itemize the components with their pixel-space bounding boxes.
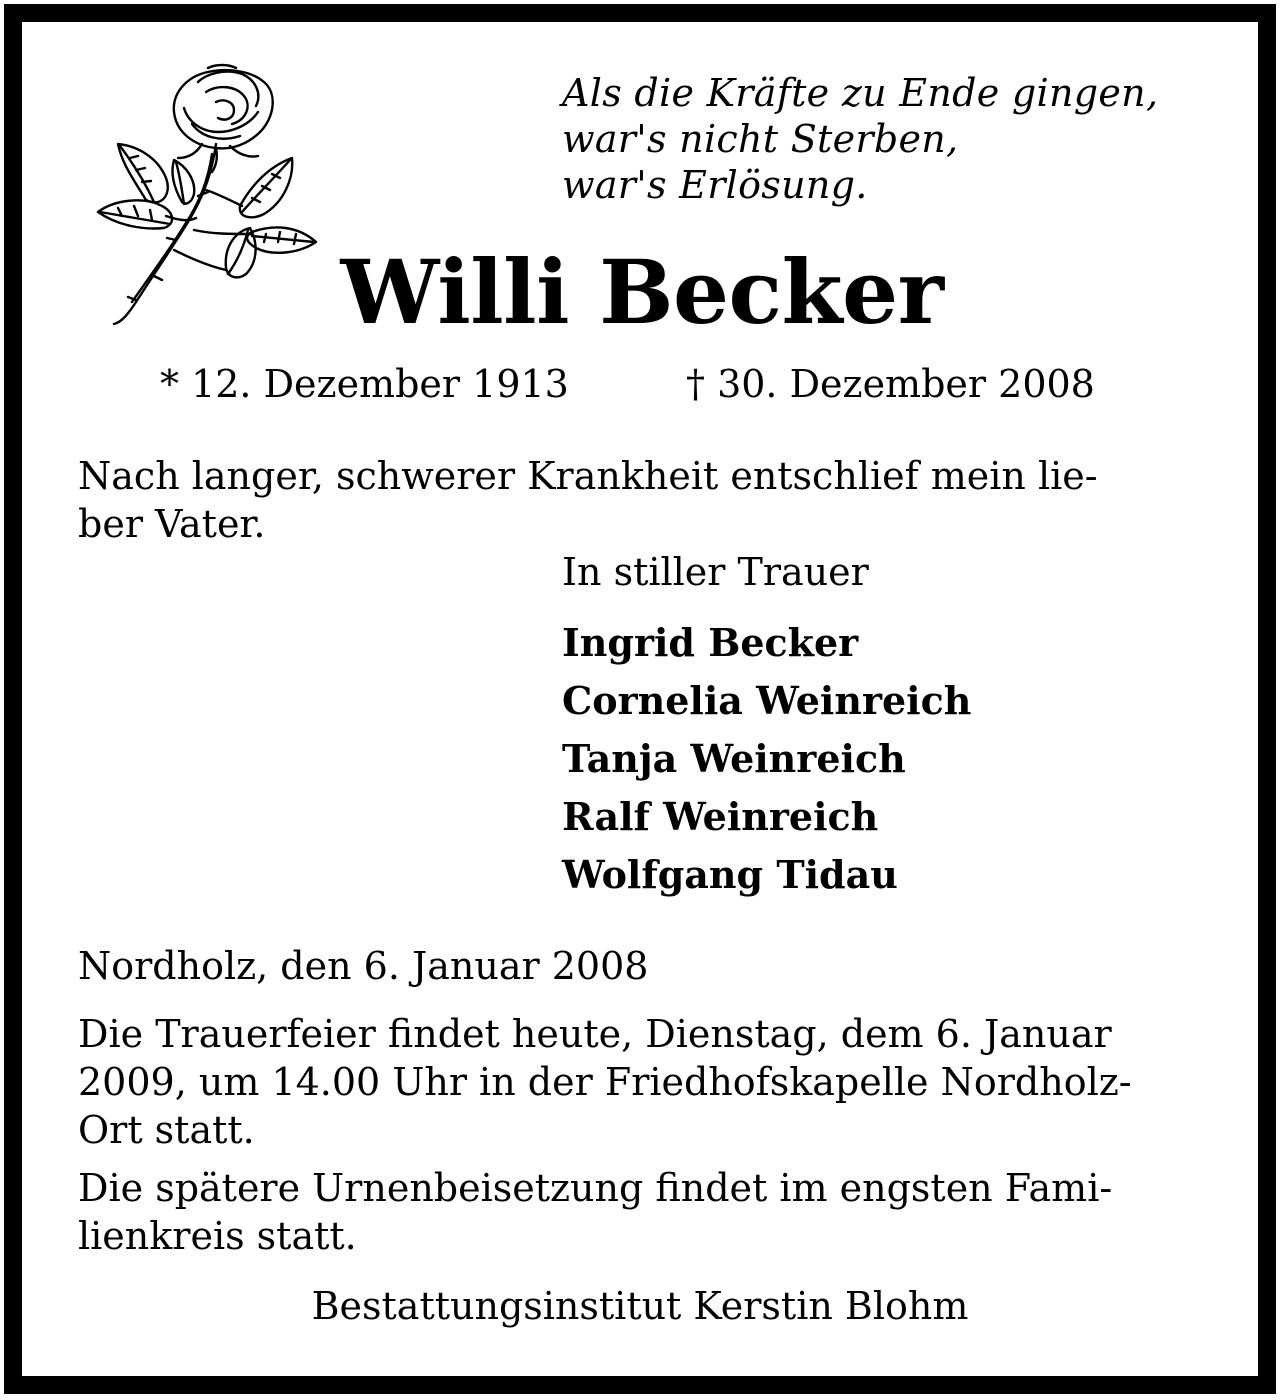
- announcement-line: ber Vater.: [78, 502, 266, 546]
- mourner-name: Ralf Weinreich: [562, 794, 879, 839]
- verse-line: war's Erlösung.: [562, 163, 868, 207]
- death-date: † 30. Dezember 2008: [686, 362, 1095, 406]
- funeral-service-info: [78, 1010, 1132, 1154]
- funeral-home: Bestattungsinstitut Kerstin Blohm: [311, 1284, 969, 1328]
- service-line: 2009, um 14.00 Uhr in der Friedhofskapelle Nordholz-: [78, 1060, 1132, 1104]
- mourners-list: [562, 614, 971, 904]
- service-line: Die Trauerfeier findet heute, Dienstag, dem 6. Januar: [78, 1012, 1112, 1056]
- mourner-name: Cornelia Weinreich: [562, 678, 972, 723]
- announcement-line: Nach langer, schwerer Krankheit entschlief mein lie-: [78, 454, 1098, 498]
- mourner-name: Tanja Weinreich: [562, 736, 906, 781]
- birth-date: * 12. Dezember 1913: [160, 362, 569, 406]
- mourner-name: Ingrid Becker: [562, 620, 859, 665]
- mourner-name: Wolfgang Tidau: [562, 852, 898, 897]
- urn-burial-info: [78, 1164, 1112, 1260]
- announcement-text: [78, 452, 1208, 548]
- burial-line: Die spätere Urnenbeisetzung findet im engsten Fami-: [78, 1166, 1113, 1210]
- place-and-date: Nordholz, den 6. Januar 2008: [78, 944, 649, 988]
- memorial-verse: [562, 70, 1242, 208]
- deceased-name: Willi Becker: [340, 240, 944, 344]
- verse-line: Als die Kräfte zu Ende gingen,: [562, 71, 1159, 115]
- verse-line: war's nicht Sterben,: [562, 117, 959, 161]
- burial-line: lienkreis statt.: [78, 1214, 357, 1258]
- mourning-heading: In stiller Trauer: [562, 550, 869, 594]
- service-line: Ort statt.: [78, 1108, 255, 1152]
